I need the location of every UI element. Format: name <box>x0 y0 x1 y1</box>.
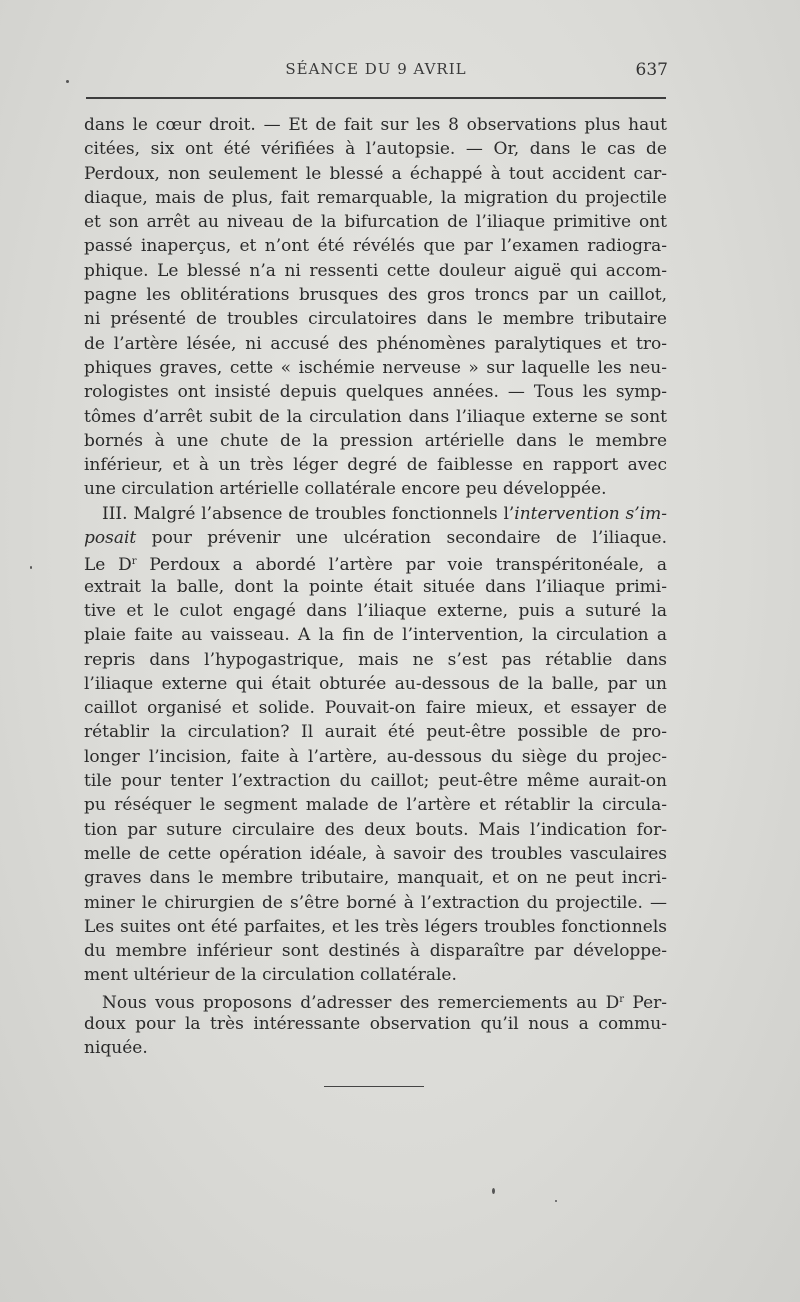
superscript: r <box>619 993 625 1005</box>
italic-run: intervention s’im- <box>514 503 667 524</box>
text-line: ment ultérieur de la circulation collatérale. <box>84 965 457 986</box>
text-line: miner le chirurgien de s’être borné à l’extraction du projectile. — <box>84 892 667 913</box>
text-line: bornés à une chute de la pression artérielle dans le membre <box>84 430 667 451</box>
text-line: caillot organisé et solide. Pouvait-on faire mieux, et essayer de <box>84 698 667 719</box>
paper-speck <box>492 1188 495 1194</box>
text-line: extrait la balle, dont la pointe était située dans l’iliaque primi- <box>84 576 667 597</box>
text-line: tive et le culot engagé dans l’iliaque externe, puis a suturé la <box>84 600 667 621</box>
text-line: tion par suture circulaire des deux bouts. Mais l’indication for- <box>84 819 667 840</box>
text-line: phique. Le blessé n’a ni ressenti cette douleur aiguë qui accom- <box>84 260 667 281</box>
running-head: SÉANCE DU 9 AVRIL <box>285 60 467 78</box>
text-line <box>84 526 667 550</box>
text-line: repris dans l’hypogastrique, mais ne s’est pas rétablie dans <box>84 649 667 670</box>
text-line: de l’artère lésée, ni accusé des phénomènes paralytiques et tro- <box>84 333 667 354</box>
text-run: Per- <box>624 992 667 1013</box>
text-line: plaie faite au vaisseau. A la fin de l’intervention, la circulation a <box>84 625 667 646</box>
end-rule <box>324 1086 424 1087</box>
text-line: Perdoux, non seulement le blessé a échappé à tout accident car- <box>84 163 667 184</box>
text-line: rétablir la circulation? Il aurait été peut-être possible de pro- <box>84 722 667 743</box>
text-line: ni présenté de troubles circulatoires dans le membre tributaire <box>84 309 667 330</box>
text-line: phiques graves, cette « ischémie nerveuse » sur laquelle les neu- <box>84 357 667 378</box>
italic-run: posait <box>84 528 137 549</box>
superscript: r <box>131 556 137 568</box>
text-line: passé inaperçus, et n’ont été révélés que par l’examen radiogra- <box>84 236 667 257</box>
text-line: rologistes ont insisté depuis quelques années. — Tous les symp- <box>84 382 667 403</box>
body-text <box>84 113 667 1061</box>
text-line: doux pour la très intéressante observation qu’il nous a commu- <box>84 1013 667 1034</box>
page-number: 637 <box>635 60 668 80</box>
header-rule <box>86 97 666 99</box>
page-header <box>84 60 668 86</box>
text-line: tômes d’arrêt subit de la circulation dans l’iliaque externe se sont <box>84 406 667 427</box>
text-line: et son arrêt au niveau de la bifurcation de l’iliaque primitive ont <box>84 212 667 233</box>
paper-speck <box>555 1200 557 1202</box>
text-line: graves dans le membre tributaire, manquait, et on ne peut incri- <box>84 868 667 889</box>
text-run: Perdoux a abordé l’artère par voie transpéritonéale, a <box>136 555 667 576</box>
text-line: diaque, mais de plus, fait remarquable, la migration du projectile <box>84 187 667 208</box>
text-line <box>84 550 667 574</box>
text-line: inférieur, et à un très léger degré de faiblesse en rapport avec <box>84 455 667 476</box>
text-run: Nous vous proposons d’adresser des remerciements au D <box>102 992 620 1013</box>
text-run: pour prévenir une ulcération secondaire de l’iliaque. <box>136 528 667 549</box>
text-line <box>84 988 667 1012</box>
text-line: pu réséquer le segment malade de l’artère et rétablir la circula- <box>84 795 667 816</box>
text-line <box>84 502 667 526</box>
text-run: Le D <box>84 555 132 576</box>
text-line: l’iliaque externe qui était obturée au-dessous de la balle, par un <box>84 673 667 694</box>
text-line: une circulation artérielle collatérale encore peu développée. <box>84 479 607 500</box>
text-line: citées, six ont été vérifiées à l’autopsie. — Or, dans le cas de <box>84 139 667 160</box>
text-line: tile pour tenter l’extraction du caillot; peut-être même aurait-on <box>84 771 667 792</box>
text-line: dans le cœur droit. — Et de fait sur les 8 observations plus haut <box>84 115 667 135</box>
text-run: III. Malgré l’absence de troubles fonctionnels l’ <box>102 503 515 524</box>
text-line: du membre inférieur sont destinés à disparaître par développe- <box>84 941 667 962</box>
text-line: Les suites ont été parfaites, et les très légers troubles fonctionnels <box>84 916 667 937</box>
paper-speck <box>30 566 32 569</box>
text-line: melle de cette opération idéale, à savoir des troubles vasculaires <box>84 843 667 864</box>
text-line: longer l’incision, faite à l’artère, au-dessous du siège du projec- <box>84 746 667 767</box>
text-line: pagne les oblitérations brusques des gros troncs par un caillot, <box>84 285 667 306</box>
paper-speck <box>66 80 69 83</box>
text-line: niquée. <box>84 1038 148 1059</box>
